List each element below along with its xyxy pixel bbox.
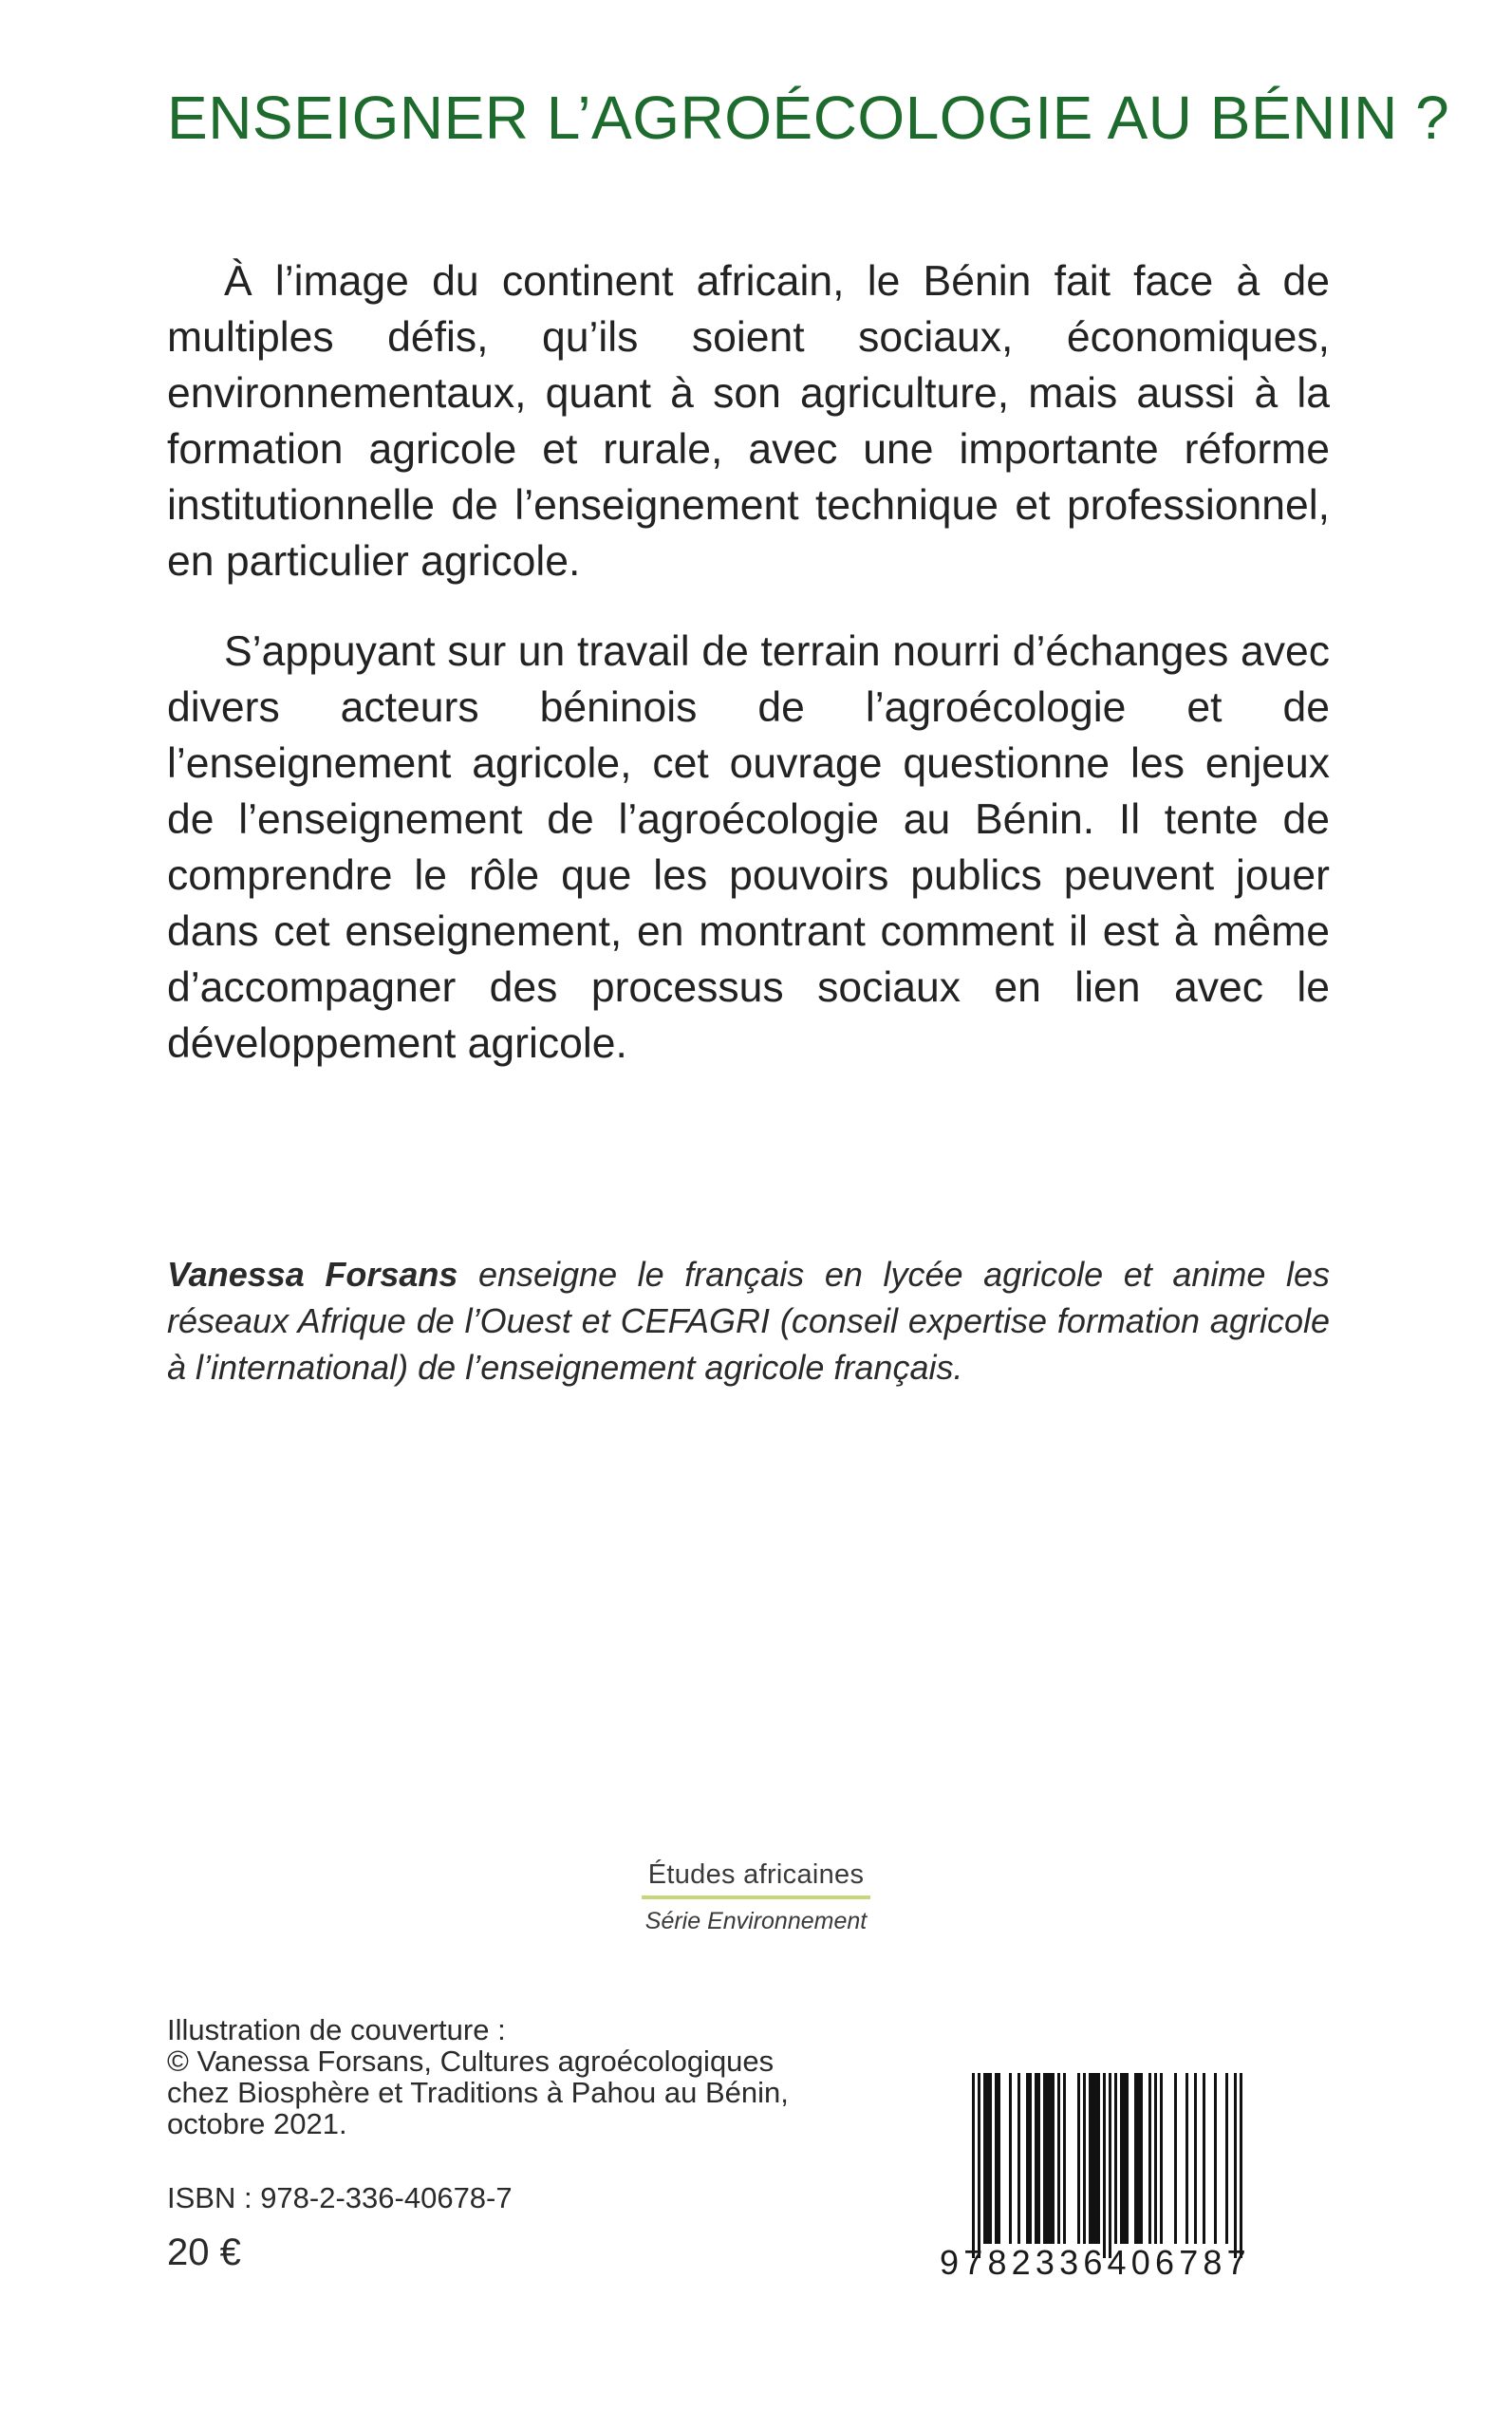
barcode-guard-bar <box>978 2073 980 2258</box>
barcode-bar <box>1063 2073 1066 2244</box>
barcode-bar <box>1017 2073 1020 2244</box>
barcode <box>940 2073 1319 2287</box>
barcode-bar <box>1120 2073 1129 2244</box>
barcode-bar <box>1083 2073 1086 2244</box>
author-bio-text: enseigne le français en lycée agricole et anime les réseaux Afrique de l’Ouest et CEFAGRI (conseil expertise formation agricole à l’international) de l’enseignement agricole français. <box>167 1255 1330 1387</box>
barcode-guard-bar <box>972 2073 975 2258</box>
credit-line-3: chez Biosphère et Traditions à Pahou au Bénin, <box>167 2076 789 2109</box>
author-bio <box>167 1251 1330 1391</box>
blurb-paragraph-2: S’appuyant sur un travail de terrain nourri d’échanges avec divers acteurs béninois de l’agroécologie et de l’enseignement agricole, cet ouvrage questionne les enjeux de l’enseignement de l’agroécologie au Bénin. Il tente de comprendre le rôle que les pouvoirs publics peuvent jouer dans cet enseignement, en montrant comment il est à même d’accompagner des processus sociaux en lien avec le développement agricole. <box>167 628 1330 1067</box>
barcode-guard-bar <box>1109 2073 1111 2258</box>
barcode-bar <box>1057 2073 1060 2244</box>
barcode-bar <box>1043 2073 1055 2244</box>
barcode-bars <box>940 2073 1319 2258</box>
barcode-digits: 9782336406787 <box>940 2243 1251 2282</box>
credit-line-4: octobre 2021. <box>167 2107 347 2140</box>
barcode-bar <box>1026 2073 1032 2244</box>
barcode-guard-bar <box>1103 2073 1106 2258</box>
blurb-paragraph-1: À l’image du continent africain, le Bénin fait face à de multiples défis, qu’ils soient sociaux, économiques, environnementaux, quant à son agriculture, mais aussi à la formation agricole et rurale, avec une importante réforme institutionnelle de l’enseignement technique et professionnel, en particulier agricole. <box>167 258 1330 585</box>
series-block <box>532 1856 980 1937</box>
series-name: Études africaines <box>647 1859 865 1890</box>
barcode-bar <box>1009 2073 1012 2244</box>
series-divider <box>642 1895 870 1899</box>
barcode-bar <box>1214 2073 1217 2244</box>
barcode-bar <box>1225 2073 1228 2244</box>
author-name: Vanessa Forsans <box>167 1255 458 1294</box>
barcode-bar <box>1194 2073 1197 2244</box>
barcode-bar <box>995 2073 1000 2244</box>
barcode-guard-bar <box>1234 2073 1237 2258</box>
credit-line-1: Illustration de couverture : <box>167 2013 506 2046</box>
barcode-bar <box>1077 2073 1080 2244</box>
barcode-bar <box>1035 2073 1040 2244</box>
barcode-bar <box>1148 2073 1151 2244</box>
barcode-bar <box>1154 2073 1157 2244</box>
barcode-bar <box>1160 2073 1163 2244</box>
barcode-guard-bar <box>1240 2073 1242 2258</box>
book-title: ENSEIGNER L’AGROÉCOLOGIE AU BÉNIN ? <box>167 84 1450 152</box>
credit-line-2: © Vanessa Forsans, Cultures agroécologiques <box>167 2045 775 2078</box>
cover-illustration-credit <box>167 2014 888 2139</box>
price: 20 € <box>167 2232 241 2273</box>
isbn: ISBN : 978-2-336-40678-7 <box>167 2181 513 2214</box>
barcode-bar <box>1089 2073 1100 2244</box>
barcode-bar <box>1174 2073 1177 2244</box>
barcode-bar <box>1185 2073 1188 2244</box>
barcode-bar <box>1134 2073 1143 2244</box>
barcode-bar <box>1114 2073 1117 2244</box>
series-subseries: Série Environnement <box>644 1908 868 1934</box>
barcode-bar <box>1203 2073 1205 2244</box>
barcode-bar <box>983 2073 992 2244</box>
